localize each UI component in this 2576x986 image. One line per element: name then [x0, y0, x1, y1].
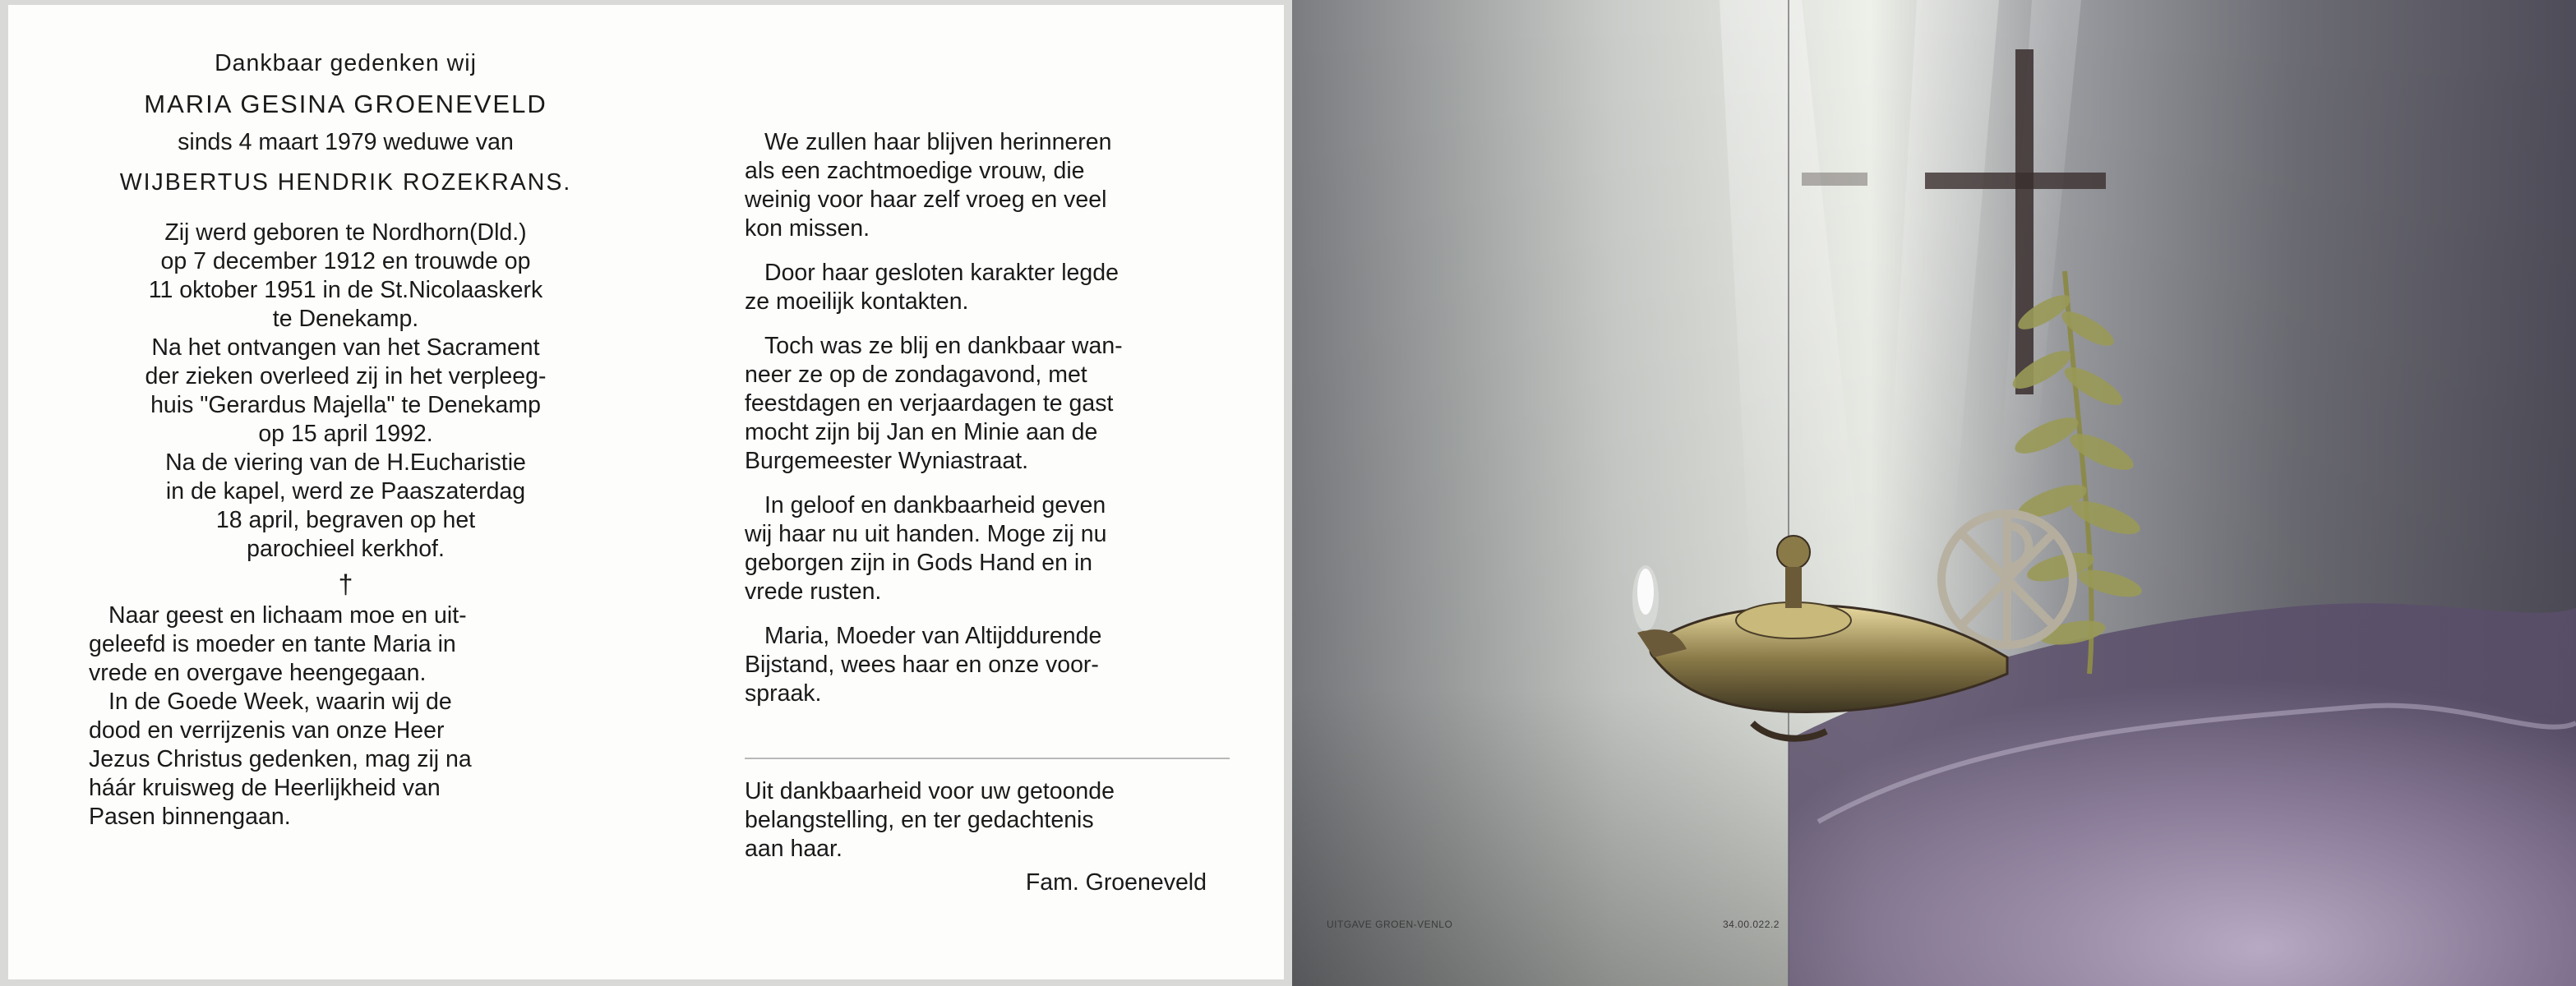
biography-line: Na het ontvangen van het Sacrament	[151, 334, 540, 361]
paragraph-line: In geloof en dankbaarheid geven	[764, 492, 1106, 518]
paragraph	[745, 259, 1230, 316]
farewell-line: Pasen binnengaan.	[89, 804, 291, 830]
remembrance-text	[745, 128, 1230, 708]
paragraph-line: als een zachtmoedige vrouw, die	[745, 158, 1085, 184]
cross-symbol: †	[338, 569, 353, 599]
paragraph-line: mocht zijn bij Jan en Minie aan de	[745, 419, 1098, 445]
thanks-text	[745, 777, 1230, 864]
heading: Dankbaar gedenken wij	[215, 50, 477, 76]
farewell-line: vrede en overgave heengegaan.	[89, 660, 427, 686]
biography-block	[89, 219, 602, 564]
paragraph	[745, 622, 1230, 708]
farewell-line: dood en verrijzenis van onze Heer	[89, 717, 445, 744]
biography-line: te Denekamp.	[272, 306, 419, 332]
card-image-panel	[1292, 0, 2576, 986]
left-column	[89, 49, 602, 832]
paragraph-line: kon missen.	[745, 215, 870, 242]
middle-column	[745, 128, 1230, 897]
card-text-panel	[8, 5, 1284, 979]
divider-line	[745, 758, 1230, 759]
farewell-line: háár kruisweg de Heerlijkheid van	[89, 775, 441, 801]
paragraph-line: vrede rusten.	[745, 578, 882, 605]
farewell-line: Naar geest en lichaam moe en uit-	[108, 602, 467, 629]
paragraph-line: neer ze op de zondagavond, met	[745, 362, 1087, 388]
biography-line: op 15 april 1992.	[258, 421, 433, 447]
widow-line: sinds 4 maart 1979 weduwe van	[178, 129, 514, 155]
paragraph-line: Bijstand, wees haar en onze voor-	[745, 652, 1099, 678]
husband-name: WIJBERTUS HENDRIK ROZEKRANS.	[119, 169, 572, 196]
paragraph-line: wij haar nu uit handen. Moge zij nu	[745, 521, 1107, 547]
biography-line: op 7 december 1912 en trouwde op	[160, 248, 531, 274]
farewell-block	[89, 601, 602, 832]
paragraph-line: Toch was ze blij en dankbaar wan-	[764, 333, 1123, 359]
biography-line: 11 oktober 1951 in de St.Nicolaaskerk	[148, 277, 543, 303]
paragraph-line: ze moeilijk kontakten.	[745, 288, 969, 315]
farewell-line: geleefd is moeder en tante Maria in	[89, 631, 456, 657]
thanks-line: belangstelling, en ter gedachtenis	[745, 807, 1094, 833]
biography-line: Na de viering van de H.Eucharistie	[165, 449, 526, 476]
thanks-line: Uit dankbaarheid voor uw getoonde	[745, 778, 1115, 804]
thanks-line: aan haar.	[745, 836, 843, 862]
biography-line: 18 april, begraven op het	[215, 507, 476, 533]
paragraph-line: Door haar gesloten karakter legde	[764, 260, 1119, 286]
paragraph-line: weinig voor haar zelf vroeg en veel	[745, 187, 1107, 213]
paragraph	[745, 128, 1230, 243]
paragraph-line: feestdagen en verjaardagen te gast	[745, 390, 1114, 417]
publisher-label: UITGAVE GROEN-VENLO	[1327, 919, 1453, 930]
paragraph-line: Maria, Moeder van Altijddurende	[764, 623, 1102, 649]
farewell-line: In de Goede Week, waarin wij de	[108, 689, 452, 715]
signature: Fam. Groeneveld	[1025, 869, 1207, 896]
paragraph-line: We zullen haar blijven herinneren	[764, 129, 1112, 155]
farewell-line: Jezus Christus gedenken, mag zij na	[89, 746, 472, 772]
paragraph-line: spraak.	[745, 680, 822, 707]
paragraph	[745, 332, 1230, 476]
lamp-cross-painting	[1292, 0, 2576, 986]
biography-line: huis "Gerardus Majella" te Denekamp	[150, 392, 541, 418]
print-code: 34.00.022.2	[1723, 919, 1780, 930]
biography-line: der zieken overleed zij in het verpleeg-	[145, 363, 547, 389]
biography-line: parochieel kerkhof.	[247, 536, 445, 562]
biography-line: in de kapel, werd ze Paaszaterdag	[165, 478, 526, 505]
biography-line: Zij werd geboren te Nordhorn(Dld.)	[164, 219, 527, 246]
paragraph-line: geborgen zijn in Gods Hand en in	[745, 550, 1093, 576]
deceased-name: MARIA GESINA GROENEVELD	[144, 90, 547, 118]
paragraph	[745, 491, 1230, 606]
paragraph-line: Burgemeester Wyniastraat.	[745, 448, 1029, 474]
